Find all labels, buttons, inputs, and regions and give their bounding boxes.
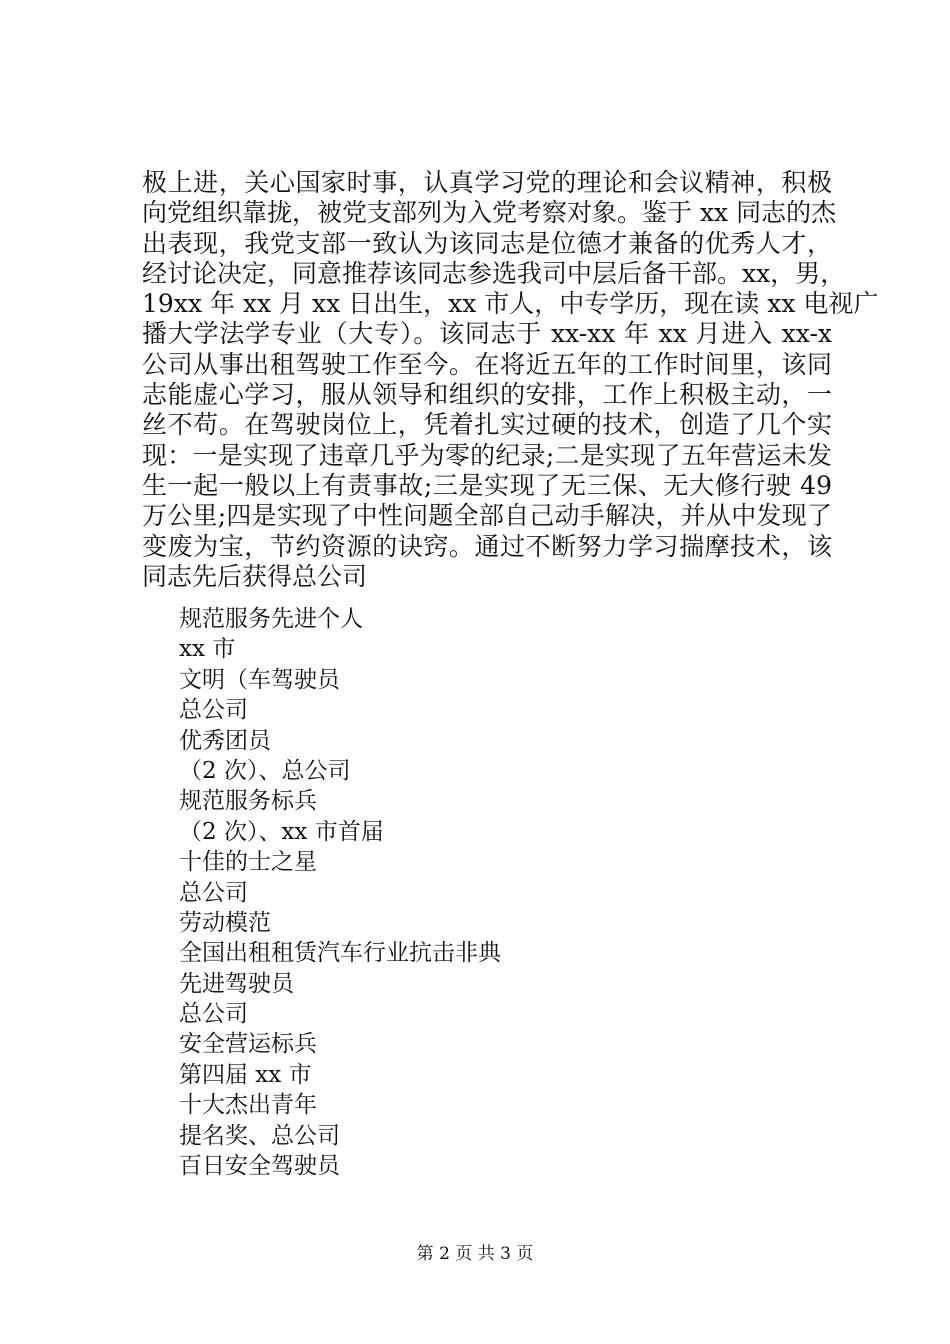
award-item: 安全营运标兵 — [179, 1031, 317, 1058]
award-item: 规范服务标兵 — [179, 788, 317, 815]
award-item: 第四届 xx 市 — [179, 1061, 312, 1088]
paragraph-line: 生一起一般以上有责事故;三是实现了无三保、无大修行驶 49 — [142, 470, 832, 500]
paragraph-line: 经讨论决定，同意推荐该同志参选我司中层后备干部。xx，男， — [142, 258, 846, 288]
paragraph-line: 志能虚心学习，服从领导和组织的安排，工作上积极主动，一 — [142, 380, 832, 410]
paragraph-line: 丝不苟。在驾驶岗位上，凭着扎实过硬的技术，创造了几个实 — [142, 410, 832, 440]
award-item: 总公司 — [179, 697, 248, 724]
paragraph-line: 向党组织靠拢，被党支部列为入党考察对象。鉴于 xx 同志的杰 — [142, 198, 837, 228]
paragraph-line: 19xx 年 xx 月 xx 日出生，xx 市人，中专学历，现在读 xx 电视广 — [142, 289, 879, 319]
paragraph-line: 万公里;四是实现了中性问题全部自己动手解决，并从中发现了 — [142, 501, 832, 531]
award-item: 十佳的士之星 — [179, 849, 317, 876]
award-item: （2 次）、总公司 — [179, 757, 351, 784]
award-item: 文明（车驾驶员 — [179, 666, 340, 693]
award-item: 全国出租租赁汽车行业抗击非典 — [179, 940, 501, 967]
paragraph-line: 同志先后获得总公司 — [142, 561, 368, 591]
paragraph-line: 现：一是实现了违章几乎为零的纪录;二是实现了五年营运未发 — [142, 440, 832, 470]
award-item: xx 市 — [179, 636, 236, 663]
award-item: 优秀团员 — [179, 727, 271, 754]
paragraph-line: 播大学法学专业（大专）。该同志于 xx-xx 年 xx 月进入 xx-x — [142, 319, 832, 349]
awards-list — [179, 604, 501, 1181]
award-item: 总公司 — [179, 1001, 248, 1028]
paragraph-line: 出表现，我党支部一致认为该同志是位德才兼备的优秀人才， — [142, 228, 832, 258]
award-item: 先进驾驶员 — [179, 970, 294, 997]
award-item: 劳动模范 — [179, 909, 271, 936]
paragraph-line: 变废为宝，节约资源的诀窍。通过不断努力学习揣摩技术，该 — [142, 531, 832, 561]
paragraph-line: 极上进，关心国家时事，认真学习党的理论和会议精神，积极 — [142, 168, 832, 197]
award-item: 总公司 — [179, 879, 248, 906]
page-footer: 第 2 页 共 3 页 — [416, 1244, 534, 1264]
body-paragraph — [142, 168, 879, 592]
award-item: （2 次）、xx 市首届 — [179, 818, 384, 845]
award-item: 十大杰出青年 — [179, 1092, 317, 1119]
award-item: 规范服务先进个人 — [179, 606, 363, 632]
award-item: 百日安全驾驶员 — [179, 1153, 340, 1180]
award-item: 提名奖、总公司 — [179, 1122, 340, 1149]
paragraph-line: 公司从事出租驾驶工作至今。在将近五年的工作时间里，该同 — [142, 349, 832, 379]
